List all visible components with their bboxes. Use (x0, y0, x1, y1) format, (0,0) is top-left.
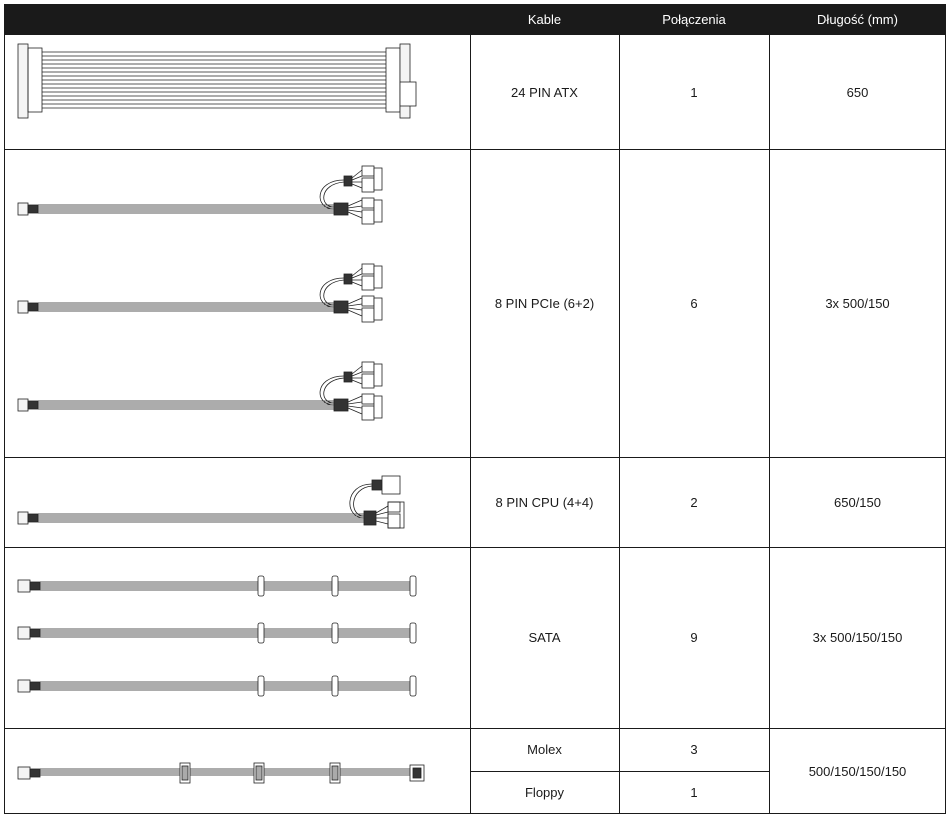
cell-length-cpu: 650/150 (834, 494, 881, 510)
header-cables: Kable (527, 12, 562, 27)
cell-connections-pcie: 6 (690, 295, 698, 311)
cell-cable-cpu: 8 PIN CPU (4+4) (495, 494, 594, 510)
cell-length-molex-floppy: 500/150/150/150 (808, 763, 907, 779)
cell-length-atx: 650 (846, 84, 869, 100)
cell-cable-floppy: Floppy (524, 785, 565, 800)
cell-length-pcie: 3x 500/150 (825, 295, 890, 311)
cell-cable-atx: 24 PIN ATX (511, 84, 578, 100)
header-connections: Połączenia (662, 12, 726, 27)
cell-connections-molex: 3 (690, 742, 698, 757)
header-length: Długość (mm) (817, 12, 898, 27)
molex-floppy-cable-icon (4, 4, 470, 814)
cell-connections-sata: 9 (690, 630, 698, 645)
cell-cable-pcie: 8 PIN PCIe (6+2) (494, 295, 595, 311)
cell-cable-molex: Molex (527, 742, 562, 757)
cell-connections-cpu: 2 (690, 494, 698, 510)
cell-cable-sata: SATA (528, 630, 561, 645)
cell-connections-atx: 1 (690, 84, 698, 100)
cell-connections-floppy: 1 (690, 785, 698, 800)
cable-table (4, 4, 946, 814)
cell-length-sata: 3x 500/150/150 (812, 630, 903, 645)
